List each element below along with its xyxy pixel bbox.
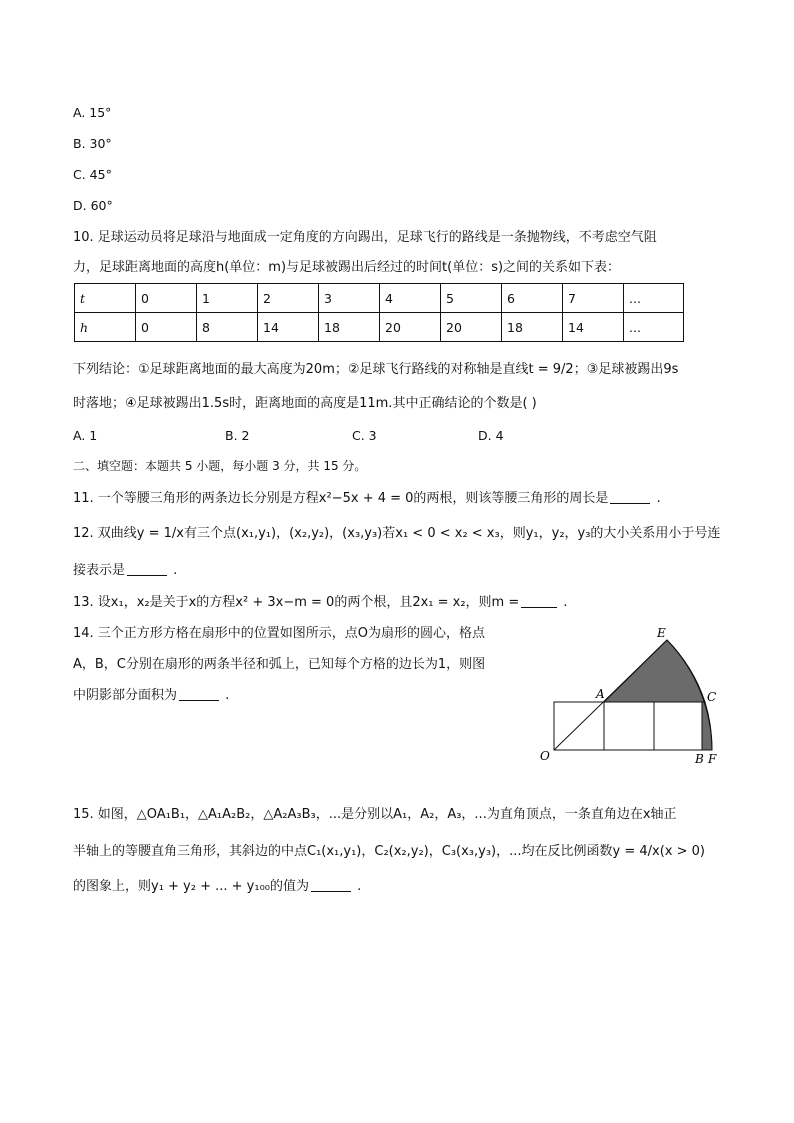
- q13-end: .: [559, 595, 568, 610]
- table-cell: 6: [502, 284, 563, 313]
- answer-blank[interactable]: [521, 593, 557, 608]
- table-cell: 2: [258, 284, 319, 313]
- answer-blank[interactable]: [311, 877, 351, 892]
- shaded-region-right: [702, 702, 712, 750]
- sector-figure: [535, 622, 725, 767]
- q15-end: .: [353, 879, 362, 894]
- table-cell: 5: [441, 284, 502, 313]
- label-e: E: [657, 626, 666, 640]
- label-b: B: [695, 752, 704, 766]
- q15-line2: 半轴上的等腰直角三角形，其斜边的中点C₁(x₁,y₁)，C₂(x₂,y₂)，C₃(x₃,y₃)，...均在反比例函数y = 4/x(x > 0): [73, 844, 705, 859]
- label-f: F: [708, 752, 717, 766]
- label-o: O: [540, 749, 550, 763]
- table-cell: 0: [136, 313, 197, 342]
- q12-line2: [73, 561, 177, 581]
- q10-line1: 10. 足球运动员将足球沿与地面成一定角度的方向踢出，足球飞行的路线是一条抛物线，不考虑空气阻: [73, 230, 657, 245]
- option-b-prev: B. 30°: [73, 136, 112, 151]
- q10-line2: 力，足球距离地面的高度h(单位：m)与足球被踢出后经过的时间t(单位：s)之间的关系如下表：: [73, 260, 621, 275]
- table-cell: 20: [380, 313, 441, 342]
- q10-option-a: A. 1: [73, 428, 98, 443]
- q10-option-b: B. 2: [225, 428, 250, 443]
- table-cell: 3: [319, 284, 380, 313]
- table-cell: 14: [258, 313, 319, 342]
- q15-line3: [73, 877, 361, 897]
- q13: [73, 593, 568, 613]
- answer-blank[interactable]: [179, 686, 219, 701]
- q10-line3: 下列结论：①足球距离地面的最大高度为20m；②足球飞行路线的对称轴是直线t = 9/2；③足球被踢出9s: [73, 362, 679, 377]
- q15-line1: 15. 如图，△OA₁B₁，△A₁A₂B₂，△A₂A₃B₃，...是分别以A₁，A₂，A₃，...为直角顶点，一条直角边在x轴正: [73, 807, 677, 822]
- option-a-prev: A. 15°: [73, 105, 112, 120]
- q11-end: .: [652, 491, 661, 506]
- q10-line4: 时落地；④足球被踢出1.5s时，距离地面的高度是11m.其中正确结论的个数是( ): [73, 396, 537, 411]
- q14-line2: A，B，C分别在扇形的两条半径和弧上，已知每个方格的边长为1，则图: [73, 657, 486, 672]
- table-cell: h: [75, 313, 136, 342]
- table-cell: 14: [563, 313, 624, 342]
- q11-text: 11. 一个等腰三角形的两条边长分别是方程x²−5x + 4 = 0的两根，则该等腰三角形的周长是: [73, 491, 609, 506]
- q14-text: 中阴影部分面积为: [73, 688, 178, 703]
- q11: [73, 489, 661, 509]
- q12-end: .: [169, 563, 178, 578]
- q12-text: 接表示是: [73, 563, 126, 578]
- table-cell: 0: [136, 284, 197, 313]
- q14-line1: 14. 三个正方形方格在扇形中的位置如图所示，点O为扇形的圆心，格点: [73, 626, 486, 641]
- table-row-t: [75, 284, 684, 313]
- square-3: [654, 702, 702, 750]
- table-cell: 1: [197, 284, 258, 313]
- table-cell: 7: [563, 284, 624, 313]
- q15-text: 的图象上，则y₁ + y₂ + ... + y₁₀₀的值为: [73, 879, 310, 894]
- label-a: A: [596, 687, 605, 701]
- table-cell: ...: [624, 284, 684, 313]
- q10-option-c: C. 3: [352, 428, 377, 443]
- table-cell: 18: [502, 313, 563, 342]
- q10-option-d: D. 4: [478, 428, 504, 443]
- table-cell: 20: [441, 313, 502, 342]
- table-cell: 18: [319, 313, 380, 342]
- q13-text: 13. 设x₁，x₂是关于x的方程x² + 3x−m = 0的两个根，且2x₁ = x₂，则m =: [73, 595, 520, 610]
- table-cell: 4: [380, 284, 441, 313]
- option-d-prev: D. 60°: [73, 198, 113, 213]
- q14-end: .: [221, 688, 230, 703]
- option-c-prev: C. 45°: [73, 167, 112, 182]
- q10-table: [74, 283, 684, 342]
- square-2: [604, 702, 654, 750]
- table-cell: t: [75, 284, 136, 313]
- table-row-h: [75, 313, 684, 342]
- table-cell: 8: [197, 313, 258, 342]
- answer-blank[interactable]: [127, 561, 167, 576]
- label-c: C: [707, 690, 717, 704]
- section-heading: 二、填空题：本题共 5 小题，每小题 3 分，共 15 分。: [73, 459, 367, 473]
- table-cell: ...: [624, 313, 684, 342]
- q12-line1: 12. 双曲线y = 1/x有三个点(x₁,y₁)，(x₂,y₂)，(x₃,y₃)若x₁ < 0 < x₂ < x₃，则y₁，y₂，y₃的大小关系用小于号连: [73, 526, 721, 541]
- q14-line3: [73, 686, 229, 706]
- answer-blank[interactable]: [610, 489, 650, 504]
